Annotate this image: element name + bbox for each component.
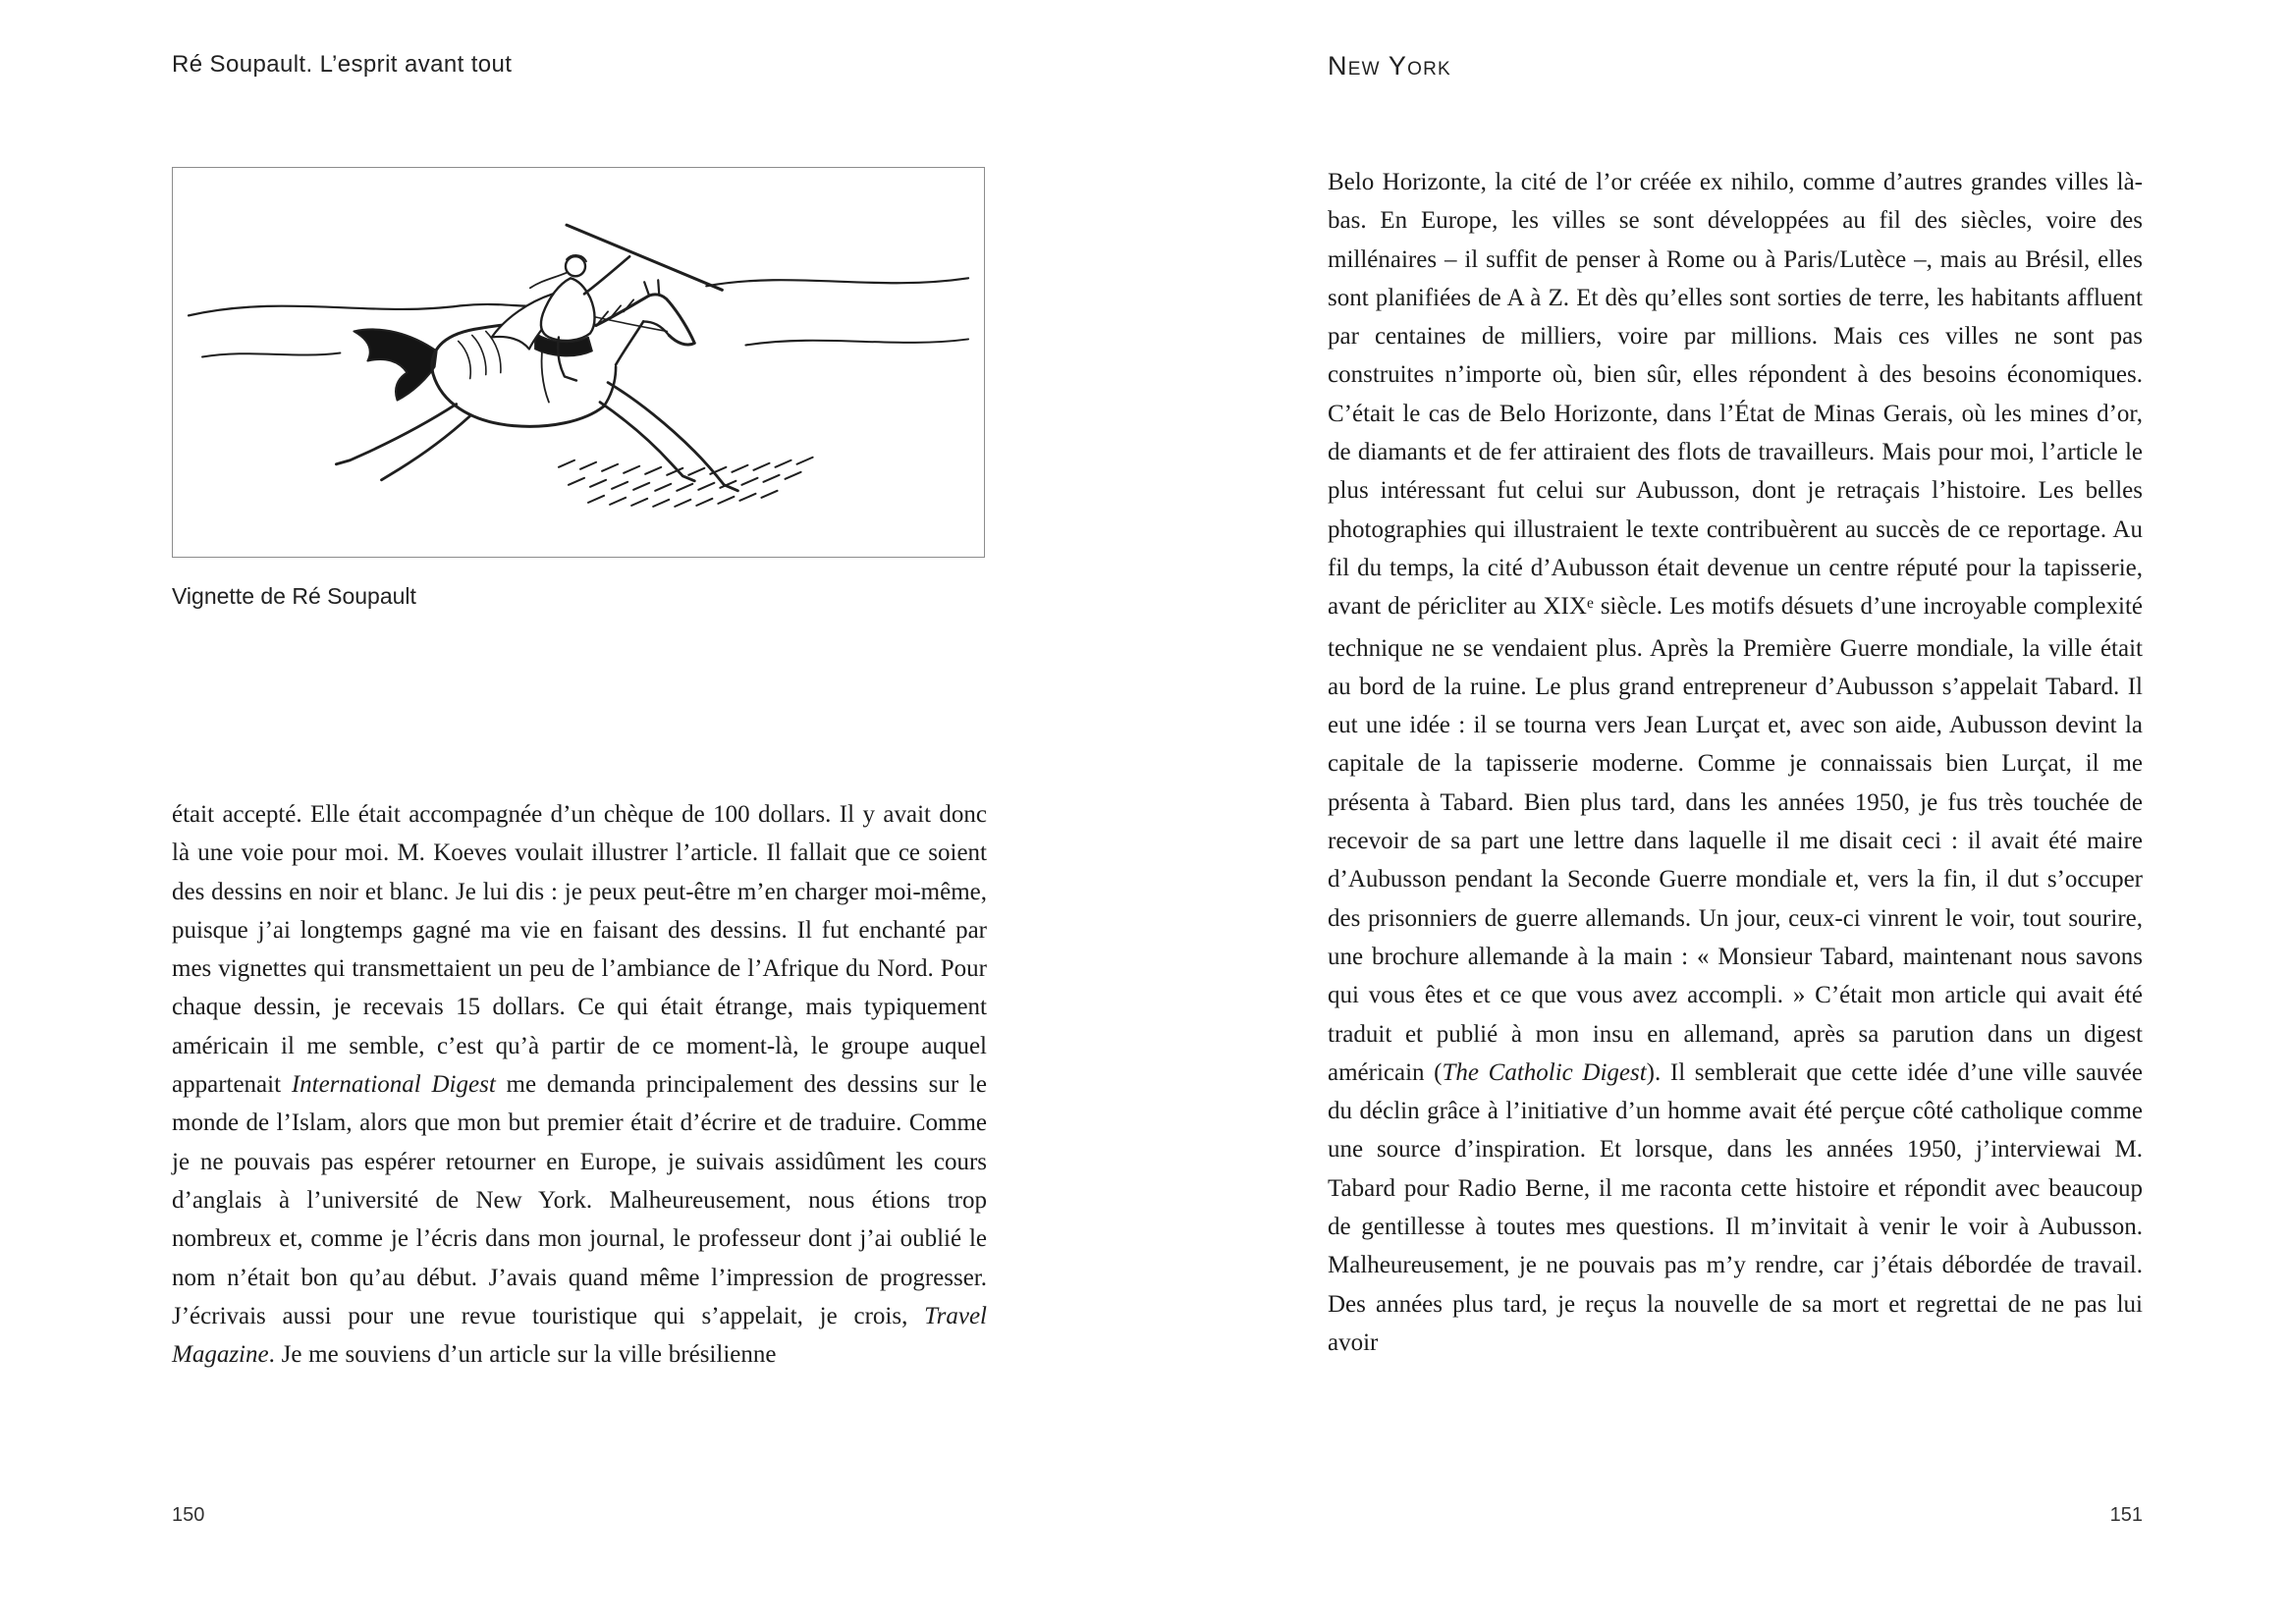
horse-tail: [354, 329, 436, 400]
shadow-hatching: [559, 458, 813, 507]
rider-arm: [584, 256, 629, 294]
dune-line: [189, 304, 537, 315]
page-right: [1328, 0, 2143, 1624]
body-text-left: était accepté. Elle était accompagnée d’un chèque de 100 dollars. Il y avait donc là une voie pour moi. M. Koeves voulait illustrer l’article. Il fallait que ce soient des dessins en noir et blanc. Je lui dis : je peux peut-être m’en charger moi-même, puisque j’ai longtemps gagné ma vie en faisant des dessins. Il fut enchanté par mes vignettes qui transmettaient un peu de l’ambiance de l’Afrique du Nord. Pour chaque dessin, je recevais 15 dollars. Ce qui était étrange, mais typiquement américain il me semble, c’est qu’à partir de ce moment-là, le groupe auquel appartenait International Digest me demanda principalement des dessins sur le monde de l’Islam, alors que mon but premier était d’écrire et de traduire. Comme je ne pouvais pas espérer retourner en Europe, je suivais assidûment les cours d’anglais à l’université de New York. Malheureusement, nous étions trop nombreux et, comme je l’écris dans mon journal, le professeur dont j’ai oublié le nom n’était bon qu’au début. J’avais quand même l’impression de progresser. J’écrivais aussi pour une revue touristique qui s’appelait, je crois, Travel Magazine. Je me souviens d’un article sur la ville brésilienne: [172, 801, 987, 1369]
figure-frame: [172, 167, 985, 558]
horse-rider-illustration: [173, 168, 984, 557]
running-header-right: New York: [1328, 51, 1451, 81]
rider-torso: [541, 278, 595, 341]
rifle: [567, 225, 722, 290]
page-number-right: 151: [2109, 1504, 2143, 1526]
figure-caption: Vignette de Ré Soupault: [172, 583, 416, 609]
running-header-left: Ré Soupault. L’esprit avant tout: [172, 51, 513, 78]
rider-head: [566, 256, 585, 276]
page-number-left: 150: [172, 1504, 205, 1526]
body-text-right: Belo Horizonte, la cité de l’or créée ex nihilo, comme d’autres grandes villes là-bas. En Europe, les villes se sont développées au fil des siècles, voire des millénaires – il suffit de penser à Rome ou à Paris/Lutèce –, mais au Brésil, elles sont planifiées de A à Z. Et dès qu’elles sont sorties de terre, les habitants affluent par centaines de milliers, voire par millions. Mais ces villes ne sont pas construites n’importe où, bien sûr, elles répondent à des besoins économiques. C’était le cas de Belo Horizonte, dans l’État de Minas Gerais, où les mines d’or, de diamants et de fer attiraient des flots de travailleurs. Mais pour moi, l’article le plus intéressant fut celui sur Aubusson, dont je retraçais l’histoire. Les belles photographies qui illustraient le texte contribuèrent au succès de ce reportage. Au fil du temps, la cité d’Aubusson était devenue un centre réputé pour la tapisserie, avant de péricliter au XIXe siècle. Les motifs désuets d’une incroyable complexité technique ne se vendaient plus. Après la Première Guerre mondiale, la ville était au bord de la ruine. Le plus grand entrepreneur d’Aubusson s’appelait Tabard. Il eut une idée : il se tourna vers Jean Lurçat et, avec son aide, Aubusson devint la capitale de la tapisserie moderne. Comme je connaissais bien Lurçat, il me présenta à Tabard. Bien plus tard, dans les années 1950, je fus très touchée de recevoir de sa part une lettre dans laquelle il me disait ceci : il avait été maire d’Aubusson pendant la Seconde Guerre mondiale et, vers la fin, il dut s’occuper des prisonniers de guerre allemands. Un jour, ceux-ci vinrent le voir, tout sourire, une brochure allemande à la main : « Monsieur Tabard, maintenant nous savons qui vous êtes et ce que vous avez accompli. » C’était mon article qui avait été traduit et publié à mon insu en allemand, après sa parution dans un digest américain (The Catholic Digest). Il semblerait que cette idée d’une ville sauvée du déclin grâce à l’initiative d’un homme avait été perçue côté catholique comme une source d’inspiration. Et lorsque, dans les années 1950, j’interviewai M. Tabard pour Radio Berne, il me raconta cette histoire et répondit avec beaucoup de gentillesse à toutes mes questions. Il m’invitait à venir le voir à Aubusson. Malheureusement, je ne pouvais pas m’y rendre, car j’étais débordée de travail. Des années plus tard, je reçus la nouvelle de sa mort et regrettai de ne pas lui avoir: [1328, 169, 2143, 1356]
page-left: [172, 0, 987, 1624]
